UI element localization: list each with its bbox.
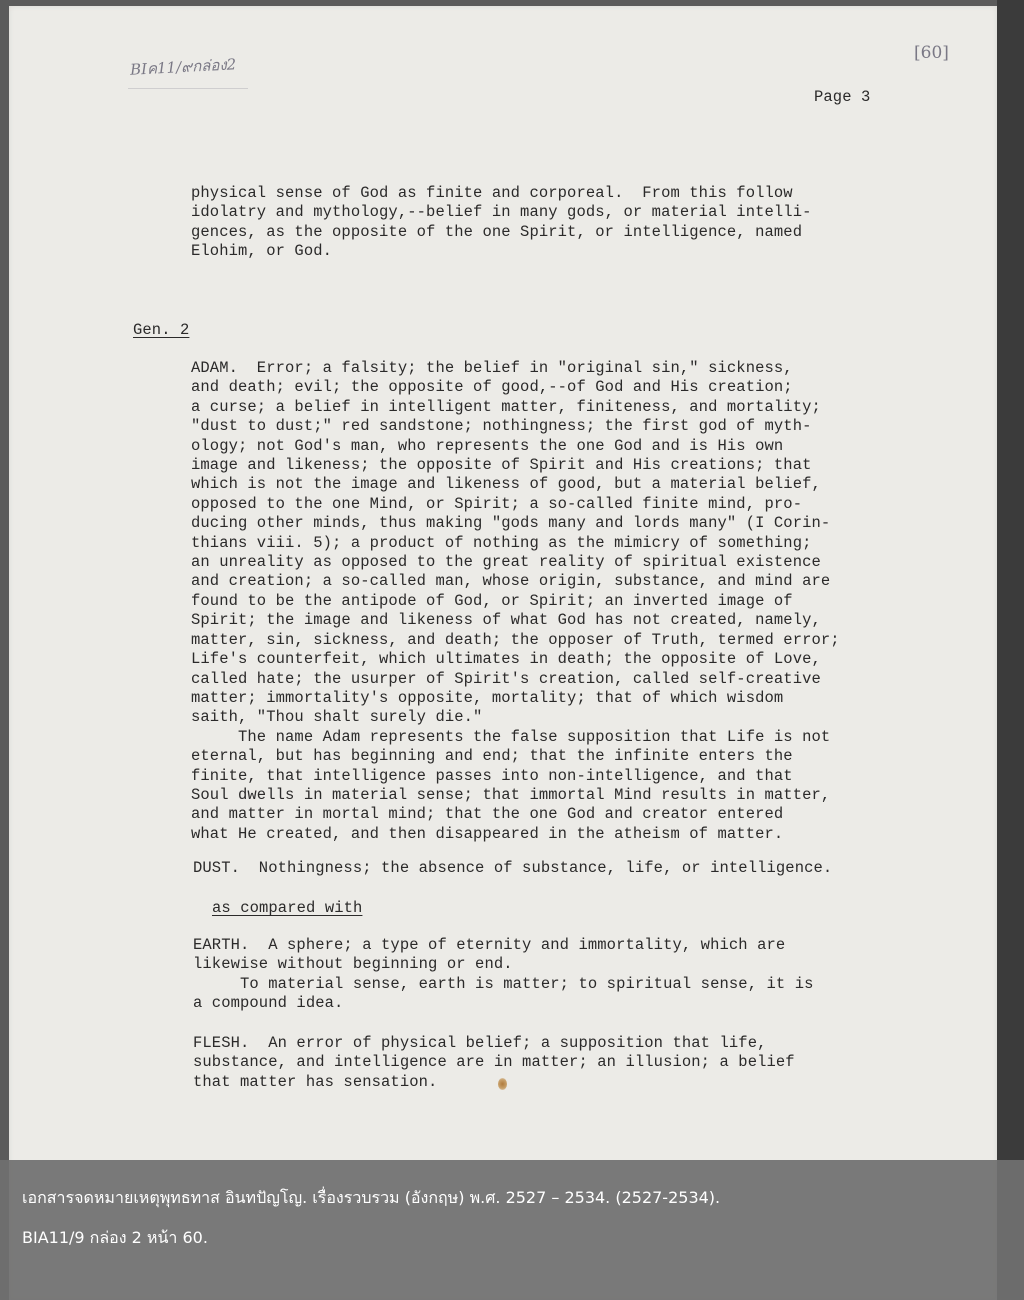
scan-frame-edge	[997, 0, 1024, 1300]
paragraph-intro: physical sense of God as finite and corporeal. From this follow idolatry and mythology,--belief in many gods, or material intelli- gences, as the opposite of the one Spirit, or intelligence, named Elohim, or God.	[191, 184, 812, 261]
paragraph-flesh: FLESH. An error of physical belief; a supposition that life, substance, and intelligence are in matter; an illusion; a belief that matter has sensation.	[193, 1034, 795, 1091]
handwritten-page-annotation: [60]	[914, 43, 949, 63]
paper-stain	[498, 1078, 507, 1090]
compare-heading: as compared with	[212, 899, 363, 917]
paragraph-earth: EARTH. A sphere; a type of eternity and immortality, which are likewise without beginning or end. To material sense, earth is matter; to spiritual sense, it is a compound idea.	[193, 936, 814, 1013]
caption-reference: BIA11/9 กล่อง 2 หน้า 60.	[22, 1228, 208, 1247]
caption-bar	[0, 1160, 1024, 1300]
section-heading: Gen. 2	[133, 321, 190, 339]
faint-pencil-mark	[128, 78, 248, 89]
caption-title: เอกสารจดหมายเหตุพุทธทาส อินทปัญโญ. เรื่องรวบรวม (อังกฤษ) พ.ศ. 2527 – 2534. (2527-2534).	[22, 1188, 721, 1207]
paragraph-adam: ADAM. Error; a falsity; the belief in "original sin," sickness, and death; evil; the opposite of good,--of God and His creation; a curse; a belief in intelligent matter, finiteness, and mortality; "dust to dust;" red sandstone; nothingness; the first god of myth- ology; not God's man, who represents the one God and is His own image and likeness; the opposite of Spirit and His creations; that which is not the image and likeness of good, but a material belief, opposed to the one Mind, or Spirit; a so-called finite mind, pro- ducing other minds, thus making "gods many and lords many" (I Corin- thians viii. 5); a product of nothing as the mimicry of something; an unreality as opposed to the great reality of spiritual existence and creation; a so-called man, whose origin, substance, and mind are found to be the antipode of God, or Spirit; an inverted image of Spirit; the image and likeness of what God has not created, namely, matter, sin, sickness, and death; the opposer of Truth, termed error; Life's counterfeit, which ultimates in death; the opposite of Love, called hate; the usurper of Spirit's creation, called self-creative matter; immortality's opposite, mortality; that of which wisdom saith, "Thou shalt surely die." The name Adam represents the false supposition that Life is not eternal, but has beginning and end; that the infinite enters the finite, that intelligence passes into non-intelligence, and that Soul dwells in material sense; that immortal Mind results in matter, and matter in mortal mind; that the one God and creator entered what He created, and then disappeared in the atheism of matter.	[191, 359, 840, 843]
page-number: Page 3	[814, 88, 871, 106]
paragraph-dust: DUST. Nothingness; the absence of substance, life, or intelligence.	[193, 859, 833, 877]
handwritten-archive-mark: BIค11/๙กล่อง2	[129, 55, 237, 79]
